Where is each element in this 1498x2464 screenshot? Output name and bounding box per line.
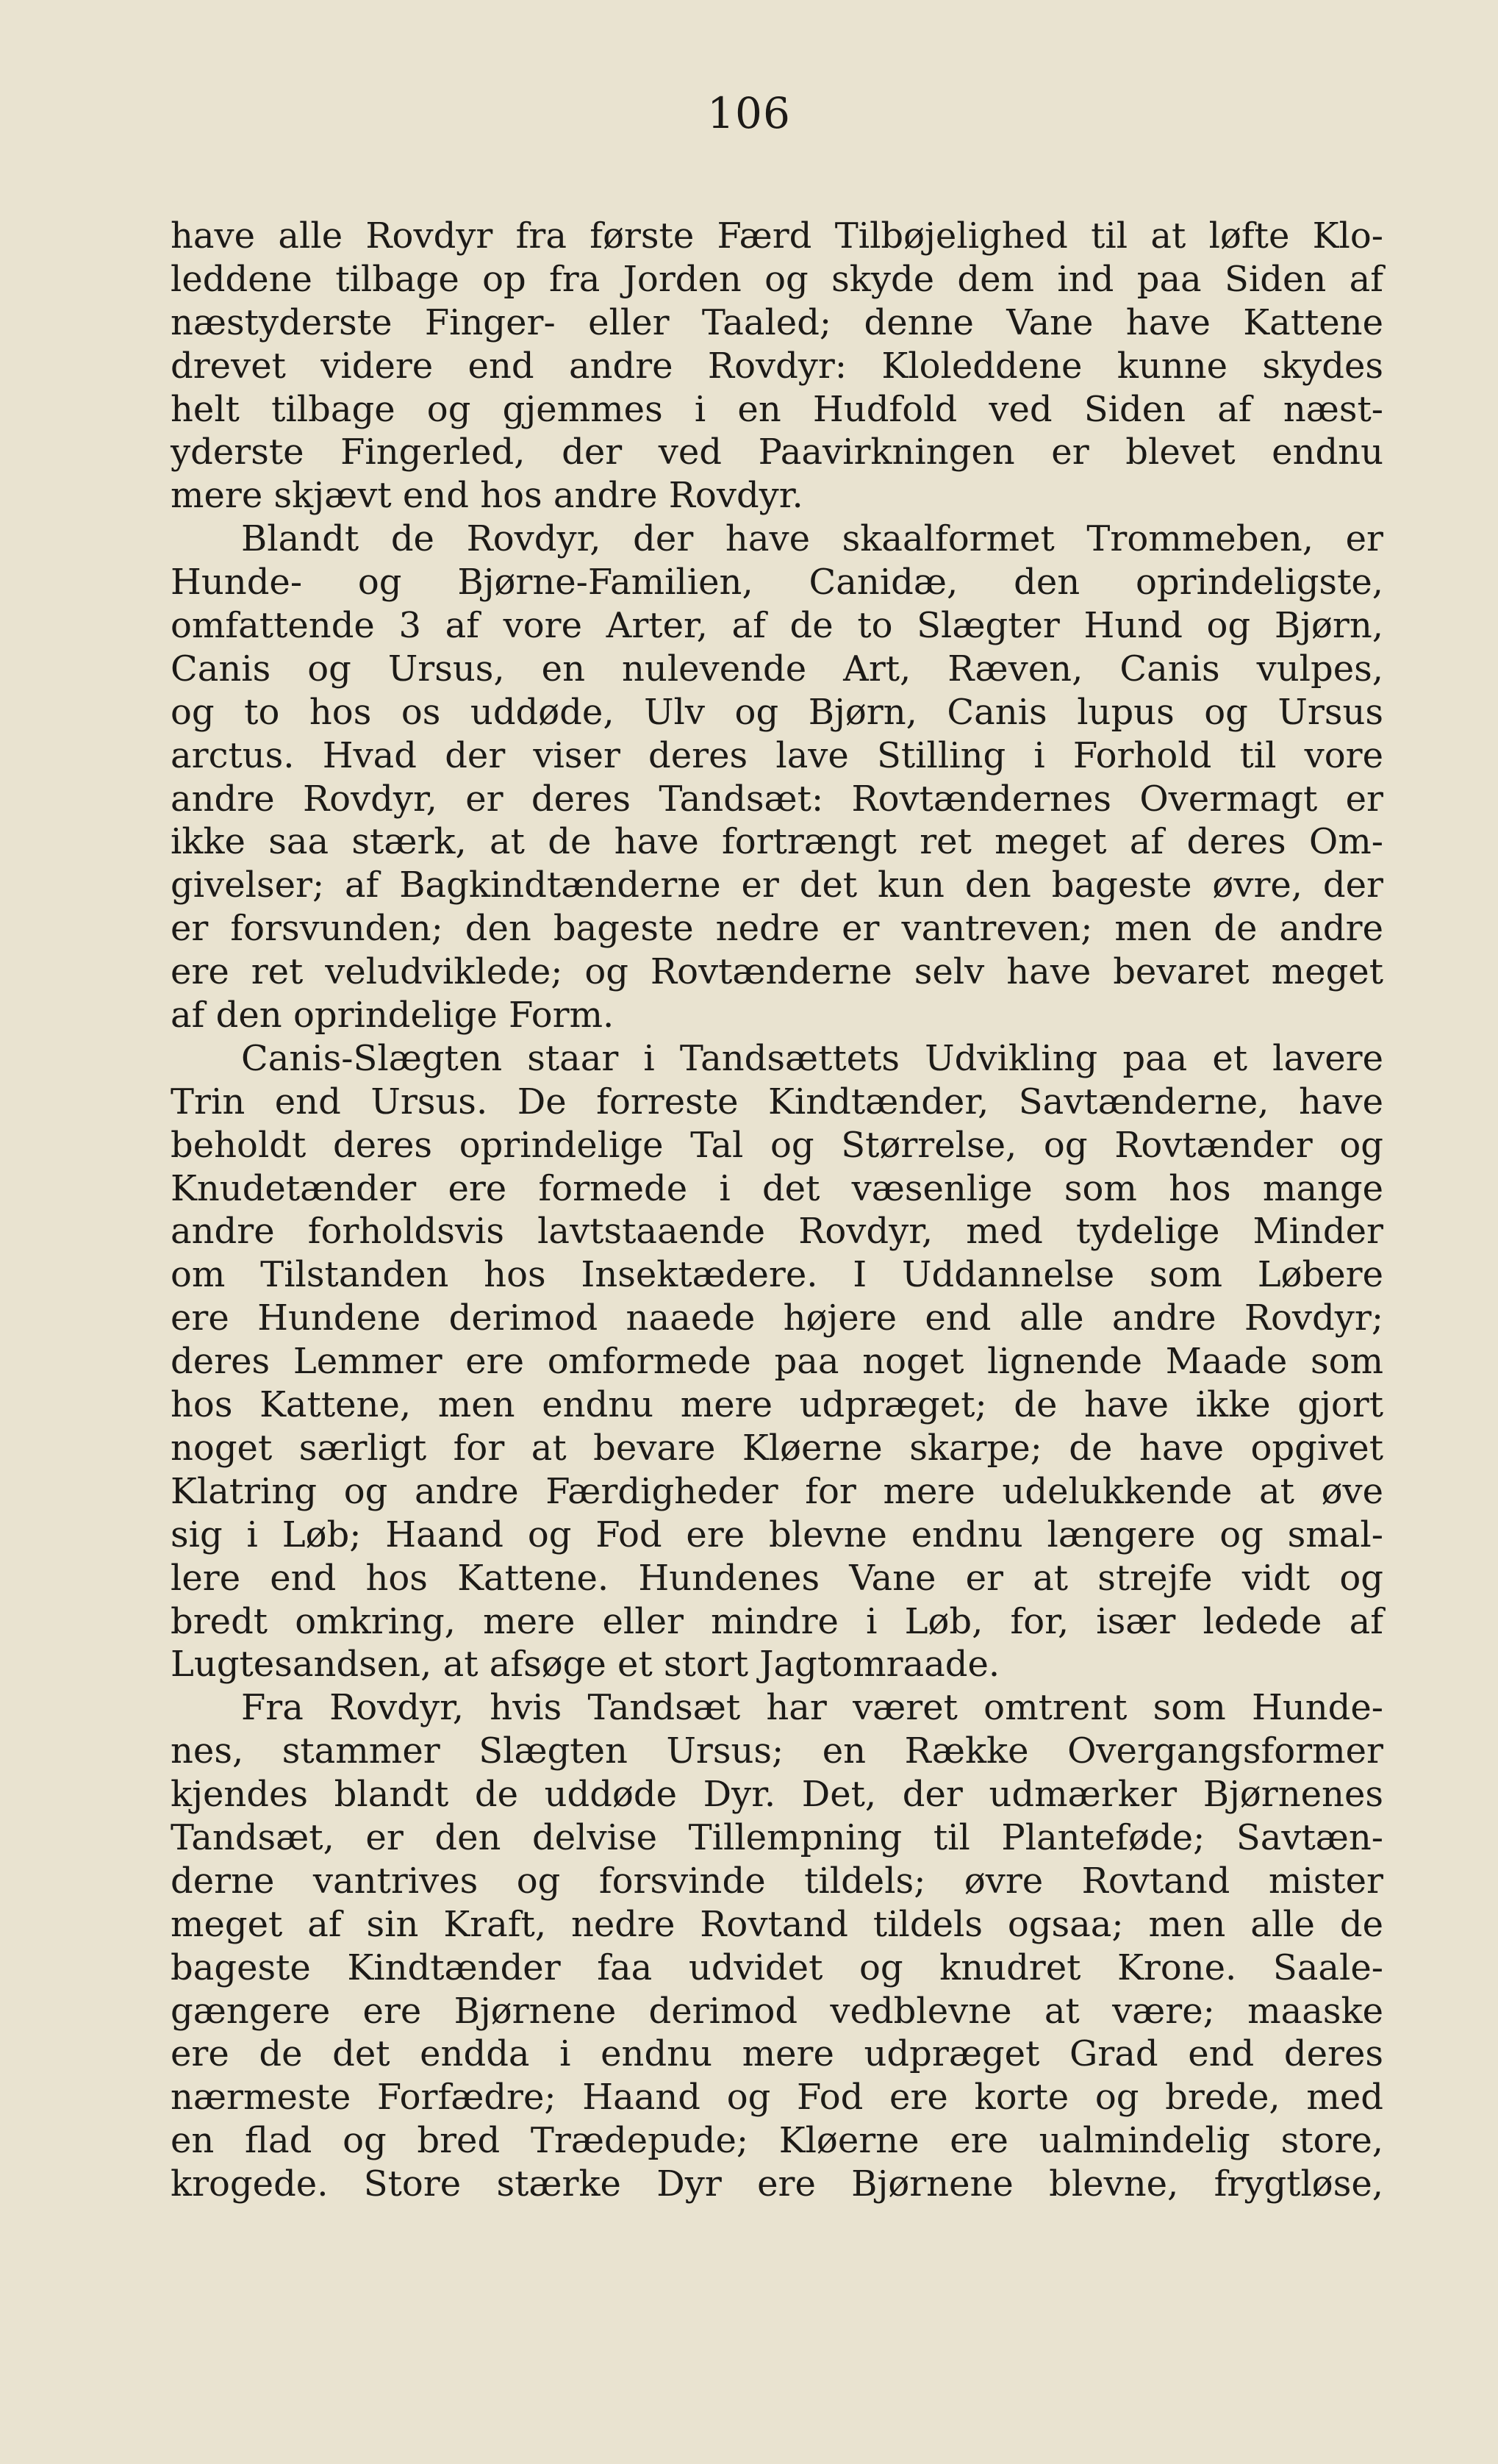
text-line: leddene tilbage op fra Jorden og skyde dem ind paa Siden af [171, 258, 1383, 300]
text-line: om Tilstanden hos Insektædere. I Uddannelse som Løbere [171, 1254, 1383, 1296]
text-line: Canis-Slægten staar i Tandsættets Udvikling paa et lavere [241, 1037, 1383, 1079]
text-line: Lugtesandsen, at afsøge et stort Jagtomraade. [171, 1644, 1000, 1686]
text-line: ere Hundene derimod naaede højere end alle andre Rovdyr; [171, 1297, 1383, 1339]
text-line: er forsvunden; den bageste nedre er vantreven; men de andre [171, 908, 1383, 950]
text-line: arctus. Hvad der viser deres lave Stilling i Forhold til vore [171, 734, 1383, 776]
text-line: mere skjævt end hos andre Rovdyr. [171, 475, 803, 517]
text-line: Blandt de Rovdyr, der have skaalformet Trommeben, er [241, 518, 1383, 560]
text-line: yderste Fingerled, der ved Paavirkningen er blevet endnu [171, 431, 1383, 473]
text-line: deres Lemmer ere omformede paa noget lignende Maade som [171, 1341, 1383, 1383]
text-line: Canis og Ursus, en nulevende Art, Ræven, Canis vulpes, [171, 648, 1383, 690]
text-line: lere end hos Kattene. Hundenes Vane er at strejfe vidt og [171, 1557, 1383, 1599]
text-line: Trin end Ursus. De forreste Kindtænder, Savtænderne, have [171, 1081, 1383, 1122]
text-line: kjendes blandt de uddøde Dyr. Det, der udmærker Bjørnenes [171, 1774, 1383, 1816]
text-line: Knudetænder ere formede i det væsenlige som hos mange [171, 1167, 1383, 1209]
text-line: ere de det endda i endnu mere udpræget Grad end deres [171, 2033, 1383, 2075]
body-text [171, 215, 1383, 2206]
text-line: givelser; af Bagkindtænderne er det kun den bageste øvre, der [171, 864, 1383, 906]
text-line: nes, stammer Slægten Ursus; en Række Overgangsformer [171, 1730, 1383, 1772]
text-line: gængere ere Bjørnene derimod vedblevne at være; maaske [171, 1990, 1383, 2032]
text-line: sig i Løb; Haand og Fod ere blevne endnu længere og smal- [171, 1514, 1383, 1555]
text-line: bageste Kindtænder faa udvidet og knudret Krone. Saale- [171, 1947, 1383, 1988]
text-line: en flad og bred Trædepude; Kløerne ere ualmindelig store, [171, 2120, 1383, 2162]
page-number: 106 [707, 88, 791, 138]
text-line: helt tilbage og gjemmes i en Hudfold ved Siden af næst- [171, 388, 1383, 430]
text-line: andre Rovdyr, er deres Tandsæt: Rovtændernes Overmagt er [171, 778, 1383, 820]
text-line: derne vantrives og forsvinde tildels; øvre Rovtand mister [171, 1860, 1383, 1902]
text-line: Klatring og andre Færdigheder for mere udelukkende at øve [171, 1470, 1383, 1512]
text-line: af den oprindelige Form. [171, 995, 614, 1036]
text-line: noget særligt for at bevare Kløerne skarpe; de have opgivet [171, 1427, 1383, 1469]
text-line: nærmeste Forfædre; Haand og Fod ere korte og brede, med [171, 2077, 1383, 2119]
text-line: meget af sin Kraft, nedre Rovtand tildels ogsaa; men alle de [171, 1903, 1383, 1945]
text-line: Fra Rovdyr, hvis Tandsæt har været omtrent som Hunde- [241, 1687, 1383, 1729]
text-line: næstyderste Finger- eller Taaled; denne Vane have Kattene [171, 301, 1383, 343]
text-line: bredt omkring, mere eller mindre i Løb, for, især ledede af [171, 1600, 1383, 1642]
text-line: Tandsæt, er den delvise Tillempning til Planteføde; Savtæn- [171, 1816, 1383, 1858]
text-line: ere ret veludviklede; og Rovtænderne selv have bevaret meget [171, 951, 1383, 993]
text-line: og to hos os uddøde, Ulv og Bjørn, Canis lupus og Ursus [171, 691, 1383, 733]
text-line: have alle Rovdyr fra første Færd Tilbøjelighed til at løfte Klo- [171, 215, 1383, 257]
text-line: ikke saa stærk, at de have fortrængt ret meget af deres Om- [171, 821, 1383, 863]
text-line: drevet videre end andre Rovdyr: Kloleddene kunne skydes [171, 345, 1383, 387]
text-line: andre forholdsvis lavtstaaende Rovdyr, med tydelige Minder [171, 1211, 1383, 1253]
text-line: hos Kattene, men endnu mere udpræget; de have ikke gjort [171, 1384, 1383, 1426]
text-line: Hunde- og Bjørne-Familien, Canidæ, den oprindeligste, [171, 562, 1383, 604]
text-line: omfattende 3 af vore Arter, af de to Slægter Hund og Bjørn, [171, 605, 1383, 647]
text-line: beholdt deres oprindelige Tal og Størrelse, og Rovtænder og [171, 1124, 1383, 1166]
text-line: krogede. Store stærke Dyr ere Bjørnene blevne, frygtløse, [171, 2163, 1383, 2205]
